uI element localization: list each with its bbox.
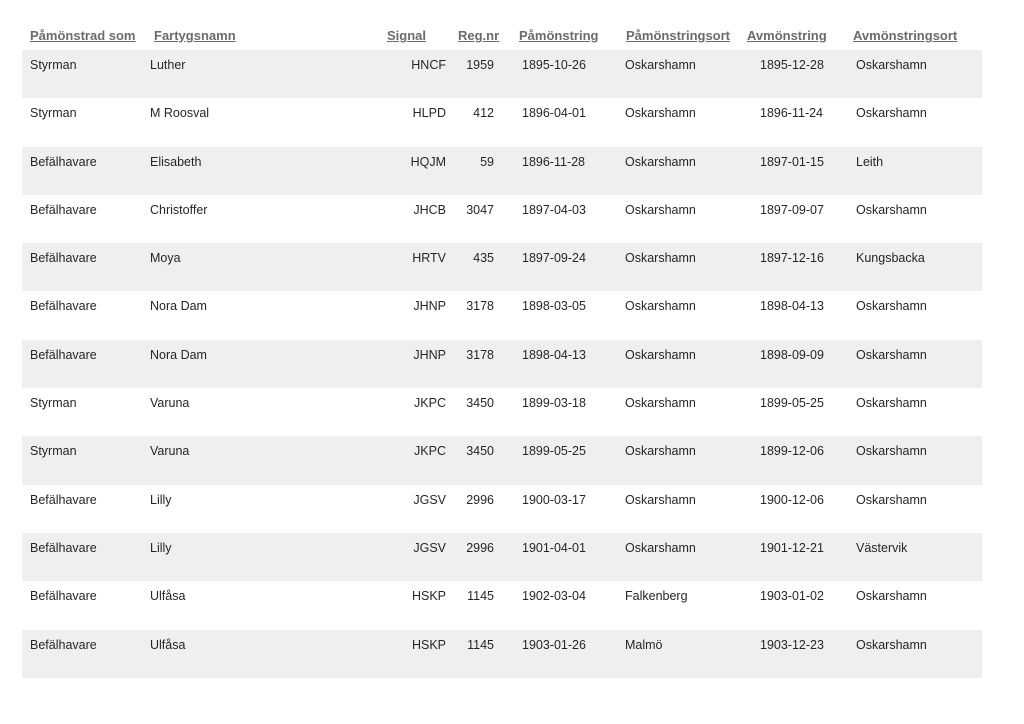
table-row	[22, 243, 982, 291]
cell-role: Befälhavare	[30, 589, 97, 604]
cell-role: Befälhavare	[30, 154, 97, 169]
cell-signed-off: 1900-12-06	[760, 492, 824, 507]
cell-signed-on: 1899-03-18	[522, 396, 586, 411]
cell-reg-nr: 2996	[466, 492, 494, 507]
cell-signed-on-port: Oskarshamn	[625, 396, 696, 411]
cell-vessel: Varuna	[150, 444, 190, 459]
cell-role: Befälhavare	[30, 299, 97, 314]
cell-signal: HSKP	[411, 589, 446, 604]
cell-signed-off: 1896-11-24	[760, 106, 824, 121]
cell-role: Befälhavare	[30, 637, 97, 652]
cell-reg-nr: 3450	[466, 444, 494, 459]
cell-signal: JKPC	[414, 444, 446, 459]
cell-role: Styrman	[30, 58, 77, 72]
cell-signed-off-port: Oskarshamn	[856, 444, 927, 459]
header-pamonstringsort: Påmönstringsort	[626, 28, 731, 43]
table-row	[22, 630, 982, 678]
cell-role: Styrman	[30, 106, 77, 121]
cell-signed-on: 1896-04-01	[522, 106, 586, 121]
cell-role: Befälhavare	[30, 540, 97, 555]
cell-signed-on: 1900-03-17	[522, 492, 586, 507]
table-row	[22, 533, 982, 581]
cell-signal: JHNP	[413, 347, 446, 362]
table-row	[22, 581, 982, 629]
cell-signed-off-port: Oskarshamn	[856, 637, 927, 652]
cell-signed-on-port: Oskarshamn	[625, 106, 696, 121]
header-avmonstringsort: Avmönstringsort	[853, 28, 958, 43]
cell-signed-off-port: Oskarshamn	[856, 589, 927, 604]
cell-signal: JHCB	[413, 202, 446, 217]
cell-signed-off-port: Västervik	[856, 540, 908, 555]
cell-vessel: M Roosval	[150, 106, 210, 121]
cell-signed-off-port: Oskarshamn	[856, 202, 927, 217]
cell-signed-on-port: Oskarshamn	[625, 347, 696, 362]
cell-signed-on-port: Oskarshamn	[625, 540, 696, 555]
cell-signed-on-port: Oskarshamn	[625, 58, 696, 72]
cell-vessel: Elisabeth	[150, 154, 202, 169]
cell-signed-off: 1899-12-06	[760, 444, 824, 459]
table-row	[22, 436, 982, 484]
cell-role: Befälhavare	[30, 347, 97, 362]
cell-signed-on: 1897-04-03	[522, 202, 586, 217]
table-row	[22, 485, 982, 533]
cell-signed-on-port: Oskarshamn	[625, 251, 696, 266]
cell-reg-nr: 3450	[466, 396, 494, 411]
header-pamonstrad-som: Påmönstrad som	[30, 28, 136, 43]
cell-reg-nr: 2996	[466, 540, 494, 555]
cell-signed-off-port: Oskarshamn	[856, 299, 927, 314]
cell-signed-off: 1895-12-28	[760, 58, 824, 72]
table-row	[22, 388, 982, 436]
table-row	[22, 147, 982, 195]
cell-signed-on-port: Oskarshamn	[625, 444, 696, 459]
cell-signed-on: 1897-09-24	[522, 251, 586, 266]
cell-signed-off: 1899-05-25	[760, 396, 824, 411]
cell-signed-on: 1898-03-05	[522, 299, 586, 314]
cell-signal: HRTV	[412, 251, 446, 266]
cell-reg-nr: 3047	[466, 202, 494, 217]
crew-record-table	[22, 0, 982, 678]
cell-signed-off: 1897-12-16	[760, 251, 824, 266]
cell-reg-nr: 1145	[467, 637, 494, 652]
cell-reg-nr: 412	[473, 106, 494, 121]
cell-signed-on: 1899-05-25	[522, 444, 586, 459]
table-header	[22, 0, 982, 50]
cell-role: Befälhavare	[30, 251, 97, 266]
cell-signed-on: 1902-03-04	[522, 589, 586, 604]
cell-reg-nr: 59	[480, 154, 494, 169]
cell-signed-off-port: Oskarshamn	[856, 106, 927, 121]
table-row	[22, 195, 982, 243]
cell-signal: HQJM	[410, 154, 446, 169]
cell-vessel: Luther	[150, 58, 186, 72]
header-avmonstring: Avmönstring	[747, 28, 827, 43]
cell-signed-on: 1901-04-01	[522, 540, 586, 555]
cell-signed-on-port: Oskarshamn	[625, 492, 696, 507]
cell-vessel: Nora Dam	[150, 299, 207, 314]
cell-signed-off: 1903-12-23	[760, 637, 824, 652]
cell-reg-nr: 3178	[466, 299, 494, 314]
header-reg-nr: Reg.nr	[458, 28, 500, 43]
cell-reg-nr: 3178	[466, 347, 494, 362]
cell-signal: JKPC	[414, 396, 446, 411]
table-row	[22, 291, 982, 339]
cell-vessel: Lilly	[150, 492, 172, 507]
cell-signed-off-port: Leith	[856, 154, 884, 169]
table-row	[22, 50, 982, 98]
table-row	[22, 340, 982, 388]
cell-role: Styrman	[30, 444, 77, 459]
cell-reg-nr: 1145	[467, 589, 494, 604]
cell-signed-on: 1896-11-28	[522, 154, 586, 169]
cell-reg-nr: 435	[473, 251, 494, 266]
cell-role: Styrman	[30, 396, 77, 411]
cell-signed-off-port: Oskarshamn	[856, 347, 927, 362]
cell-signed-off: 1901-12-21	[760, 540, 824, 555]
cell-vessel: Lilly	[150, 540, 172, 555]
cell-signed-on-port: Falkenberg	[625, 589, 688, 604]
cell-signed-off-port: Oskarshamn	[856, 396, 927, 411]
cell-role: Befälhavare	[30, 492, 97, 507]
cell-signed-off: 1898-04-13	[760, 299, 824, 314]
cell-vessel: Christoffer	[150, 202, 208, 217]
table-row	[22, 98, 982, 146]
cell-signed-on: 1903-01-26	[522, 637, 586, 652]
cell-role: Befälhavare	[30, 202, 97, 217]
header-signal: Signal	[387, 28, 427, 43]
cell-signed-on: 1898-04-13	[522, 347, 586, 362]
cell-signed-on-port: Malmö	[625, 637, 663, 652]
cell-signed-off-port: Oskarshamn	[856, 58, 927, 72]
cell-signal: JGSV	[413, 492, 446, 507]
header-fartygsnamn: Fartygsnamn	[154, 28, 236, 43]
cell-signed-on: 1895-10-26	[522, 58, 586, 72]
cell-signed-off-port: Oskarshamn	[856, 492, 927, 507]
cell-vessel: Nora Dam	[150, 347, 207, 362]
cell-signal: HLPD	[412, 106, 446, 121]
cell-signed-off: 1898-09-09	[760, 347, 824, 362]
cell-signal: HSKP	[411, 637, 446, 652]
cell-vessel: Varuna	[150, 396, 190, 411]
cell-reg-nr: 1959	[466, 58, 494, 72]
cell-signed-off-port: Kungsbacka	[856, 251, 925, 266]
cell-signal: JGSV	[413, 540, 446, 555]
cell-signal: JHNP	[413, 299, 446, 314]
cell-signed-on-port: Oskarshamn	[625, 154, 696, 169]
cell-vessel: Moya	[150, 251, 181, 266]
cell-signed-on-port: Oskarshamn	[625, 202, 696, 217]
cell-signed-on-port: Oskarshamn	[625, 299, 696, 314]
cell-signed-off: 1897-09-07	[760, 202, 824, 217]
cell-signed-off: 1903-01-02	[760, 589, 824, 604]
cell-signal: HNCF	[411, 58, 446, 72]
table-body	[22, 50, 982, 678]
cell-signed-off: 1897-01-15	[760, 154, 824, 169]
cell-vessel: Ulfåsa	[150, 637, 186, 652]
header-pamonstring: Påmönstring	[519, 28, 599, 43]
cell-vessel: Ulfåsa	[150, 589, 186, 604]
